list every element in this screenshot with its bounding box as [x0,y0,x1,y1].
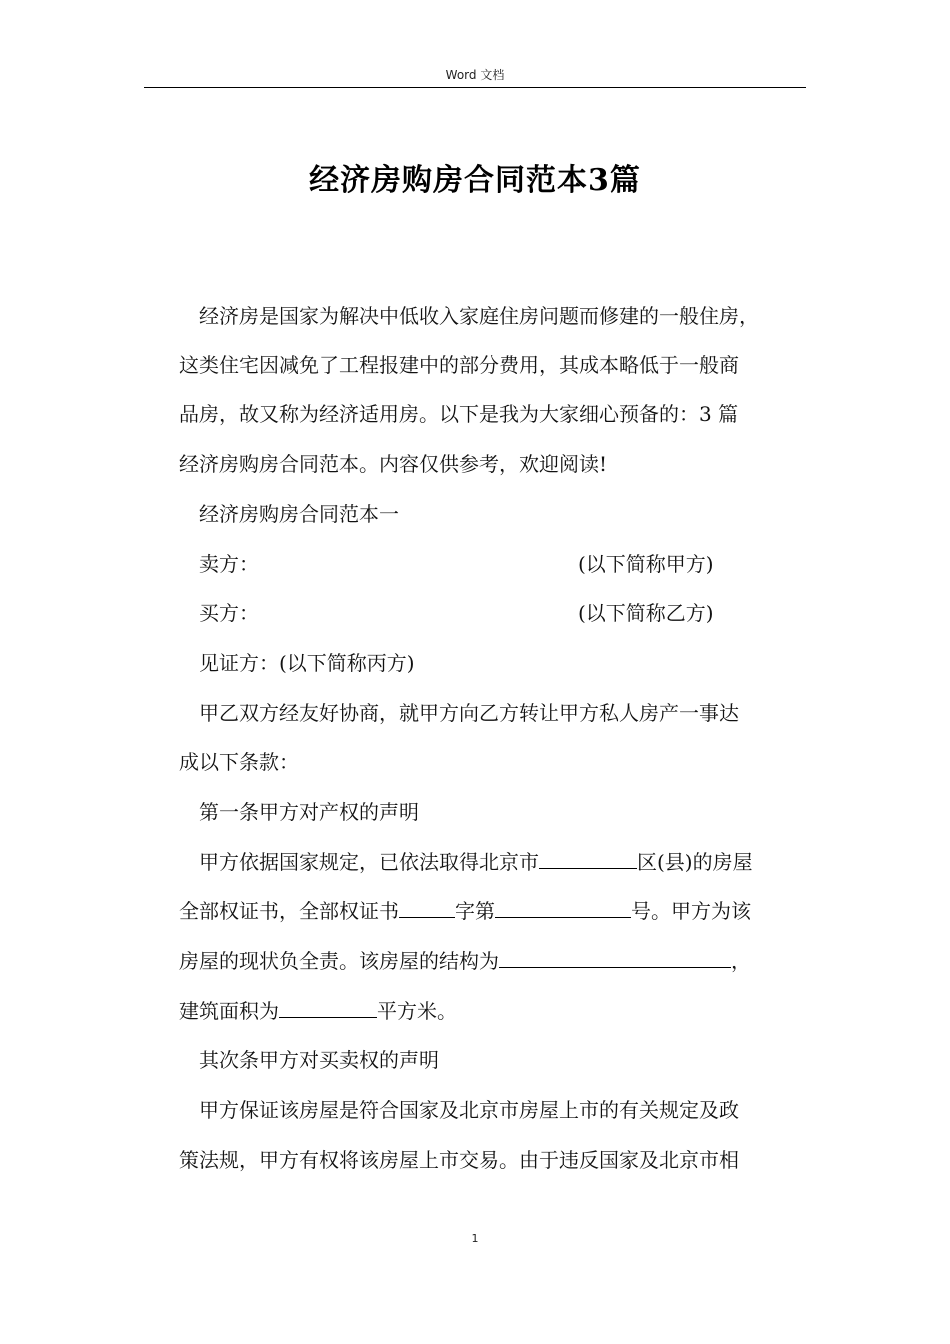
article-1-line-1-text-b: 区(县)的房屋 [637,850,753,874]
article-1-line-1-text-a: 甲方依据国家规定，已依法取得北京市 [199,850,539,874]
article-1-line-2-text-a: 全部权证书，全部权证书 [179,899,399,923]
intro-line-4: 经济房购房合同范本。内容仅供参考，欢迎阅读! [179,452,608,476]
page-header: Word 文档 [445,68,505,82]
intro-line-1: 经济房是国家为解决中低收入家庭住房问题而修建的一般住房， [199,304,759,328]
witness-line: 见证方：(以下简称丙方) [199,651,415,675]
article-1-line-4-text-b: 平方米。 [377,999,457,1023]
structure-blank [499,947,731,968]
article-1-line-1 [199,847,753,877]
article-1-line-4 [179,996,457,1026]
buyer-label: 买方： [199,601,259,625]
article-1-line-4-text-a: 建筑面积为 [179,999,279,1023]
article-1-line-3-text-b: ， [731,949,751,973]
seller-label: 卖方： [199,552,259,576]
article-2-line-1: 甲方保证该房屋是符合国家及北京市房屋上市的有关规定及政 [199,1098,739,1122]
header-divider [144,87,806,88]
page-number: 1 [471,1232,479,1245]
certificate-number-blank [495,897,631,918]
seller-note: (以下简称甲方) [578,552,714,576]
area-blank [279,997,377,1018]
article-1-line-2 [179,896,751,926]
article-1-line-3-text-a: 房屋的现状负全责。该房屋的结构为 [179,949,499,973]
article-1-heading: 第一条甲方对产权的声明 [199,800,419,824]
agreement-line-2: 成以下条款： [179,750,299,774]
intro-line-3: 品房，故又称为经济适用房。以下是我为大家细心预备的：3 篇 [179,402,739,426]
section-heading: 经济房购房合同范本一 [199,502,399,526]
article-2-line-2: 策法规，甲方有权将该房屋上市交易。由于违反国家及北京市相 [179,1148,739,1172]
article-1-line-2-text-c: 号。甲方为该 [631,899,751,923]
buyer-note: (以下简称乙方) [578,601,714,625]
article-1-line-2-text-b: 字第 [455,899,495,923]
document-title: 经济房购房合同范本3篇 [309,163,641,198]
article-1-line-3 [179,946,751,976]
certificate-prefix-blank [399,897,455,918]
district-blank [539,848,637,869]
article-2-heading: 其次条甲方对买卖权的声明 [199,1048,439,1072]
intro-line-2: 这类住宅因减免了工程报建中的部分费用，其成本略低于一般商 [179,353,739,377]
agreement-line-1: 甲乙双方经友好协商，就甲方向乙方转让甲方私人房产一事达 [199,701,739,725]
